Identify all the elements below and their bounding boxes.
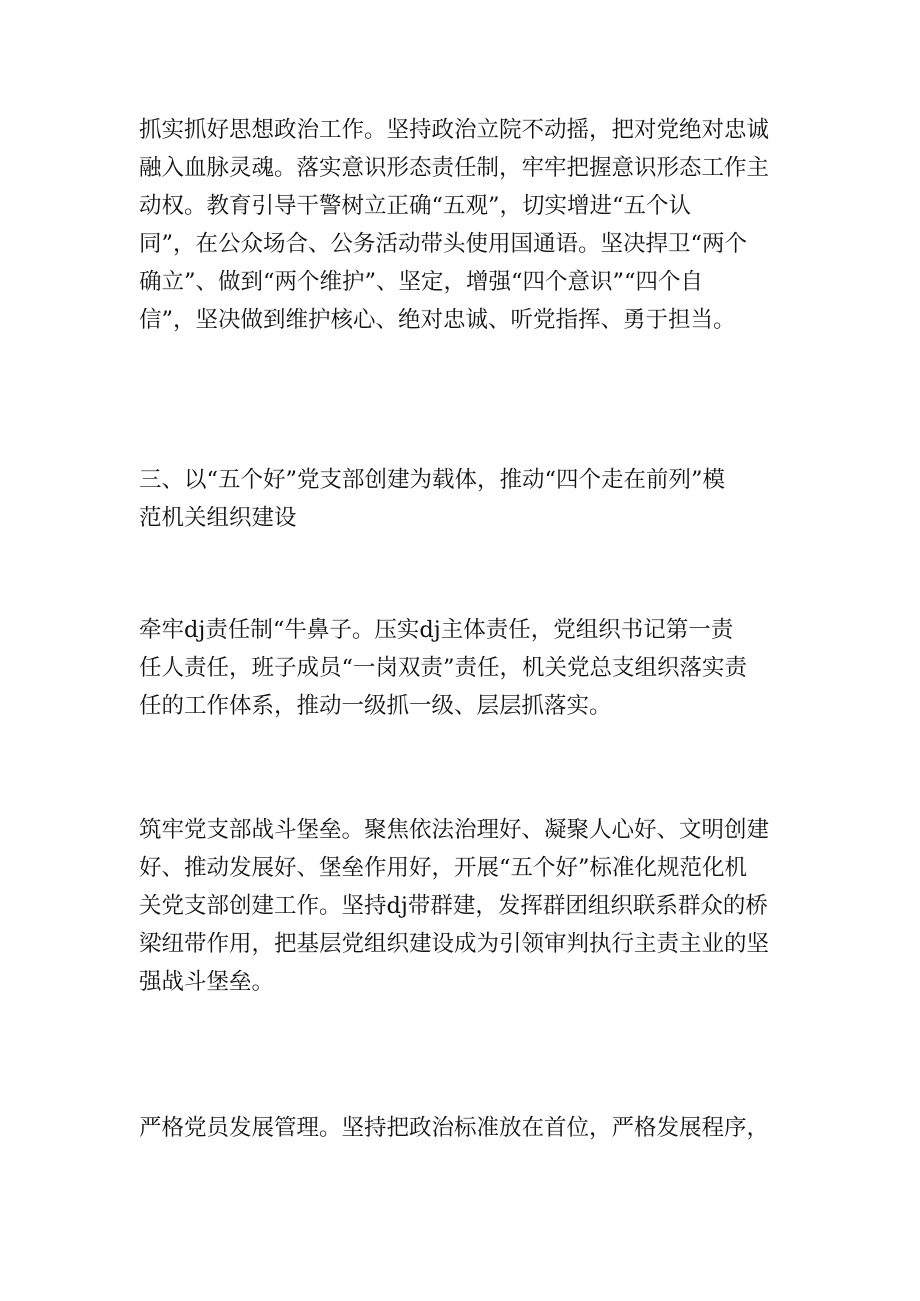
- text-line: 任的工作体系，推动一级抓一级、层层抓落实。: [139, 693, 612, 719]
- text-line: 好、推动发展好、堡垒作用好，开展“五个好”标准化规范化机: [139, 855, 748, 881]
- text-line: 抓实抓好思想政治工作。坚持政治立院不动摇，把对党绝对忠诚: [139, 117, 770, 143]
- paragraph-branch-fortress: [139, 811, 787, 1001]
- paragraph-member-management: [139, 1109, 787, 1147]
- text-line: 筑牢党支部战斗堡垒。聚焦依法治理好、凝聚人心好、文明创建: [139, 817, 770, 843]
- text-line: 信”，坚决做到维护核心、绝对忠诚、听党指挥、勇于担当。: [139, 307, 736, 333]
- text-line: 动权。教育引导干警树立正确“五观”，切实增进“五个认: [139, 193, 692, 219]
- heading-line: 范机关组织建设: [139, 505, 297, 531]
- text-line: 任人责任，班子成员“一岗双责”责任，机关党总支组织落实责: [139, 655, 748, 681]
- text-line: 确立”、做到“两个维护”、坚定，增强“四个意识”“四个自: [139, 269, 704, 295]
- heading-line: 三、以“五个好”党支部创建为载体，推动“四个走在前列”模: [139, 467, 726, 493]
- text-line: 严格党员发展管理。坚持把政治标准放在首位，严格发展程序，: [139, 1115, 770, 1141]
- text-line: 牵牢dj责任制“牛鼻子。压实dj主体责任，党组织书记第一责: [139, 617, 734, 643]
- text-line: 融入血脉灵魂。落实意识形态责任制，牢牢把握意识形态工作主: [139, 155, 770, 181]
- text-line: 梁纽带作用，把基层党组织建设成为引领审判执行主责主业的坚: [139, 931, 770, 957]
- text-line: 关党支部创建工作。坚持dj带群建，发挥群团组织联系群众的桥: [139, 893, 768, 919]
- text-line: 强战斗堡垒。: [139, 969, 275, 995]
- section-heading-three: [139, 461, 787, 537]
- paragraph-responsibility: [139, 611, 787, 725]
- text-line: 同”，在公众场合、公务活动带头使用国通语。坚决捍卫“两个: [139, 231, 748, 257]
- paragraph-political-work: [139, 111, 787, 339]
